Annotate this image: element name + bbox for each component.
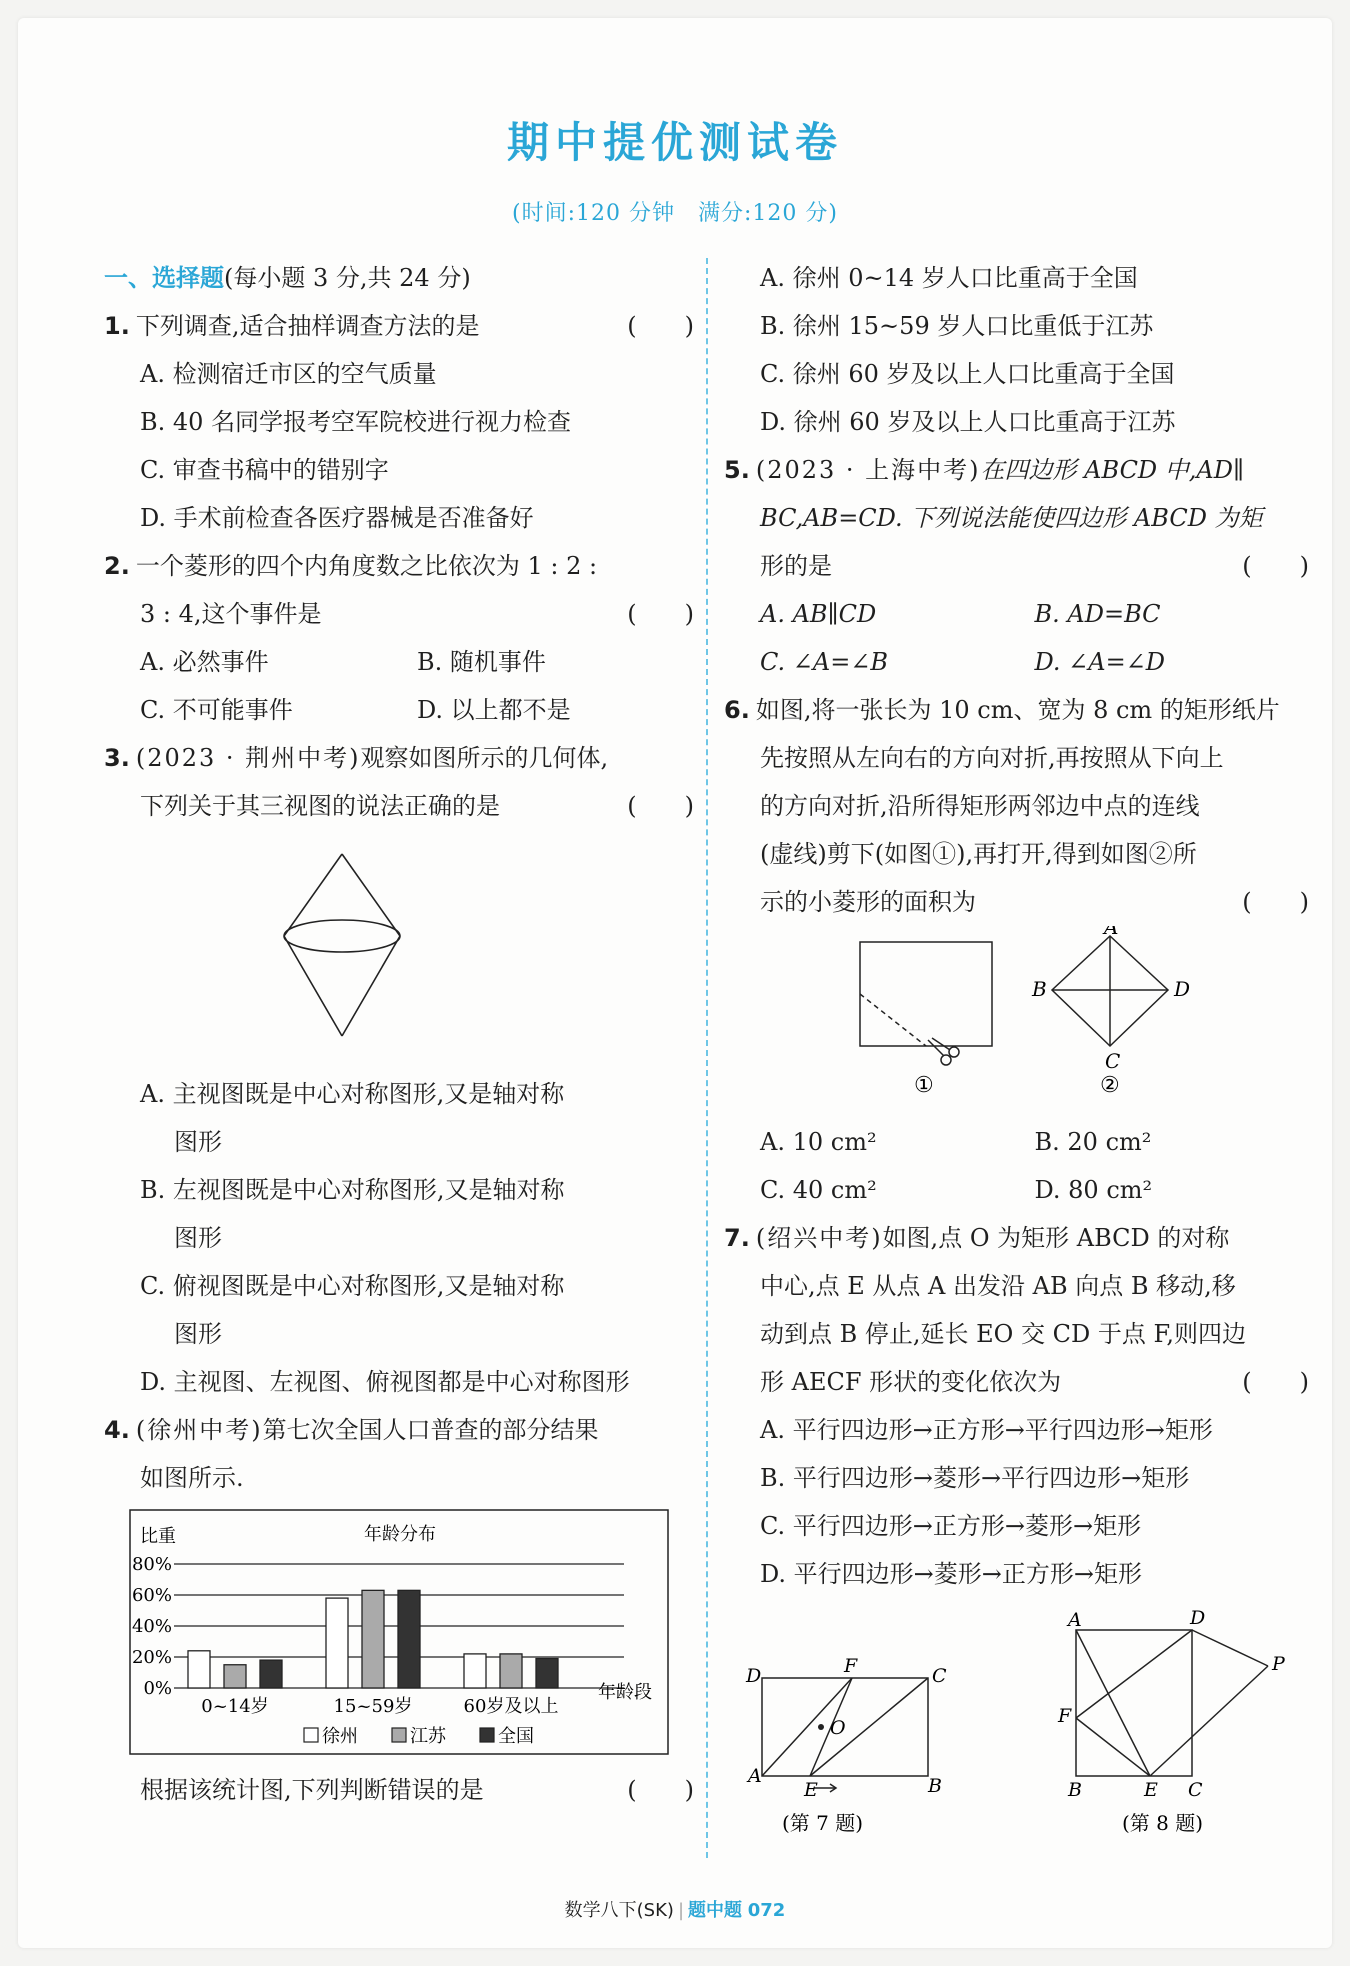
question-stem: 形的是 [760,552,832,580]
question-number: 4. [104,1416,130,1444]
point-label: D [1174,977,1191,1001]
bar [500,1654,522,1688]
question-4 [104,1406,694,1454]
answer-bracket: ( ) [627,600,694,628]
question-stem-line [724,542,1309,590]
figure-caption: (第 8 题) [1122,1811,1204,1835]
option-c: C. 不可能事件 [140,696,293,724]
question-stem-line: BC,AB=CD. 下列说法能使四边形 ABCD 为矩 [760,504,1263,532]
geometry-figures [724,1598,1309,1838]
option-b: B. 徐州 15~59 岁人口比重低于江苏 [760,312,1154,340]
legend-label: 徐州 [322,1726,358,1747]
page-title: 期中提优测试卷 [506,118,843,167]
option-c: C. 徐州 60 岁及以上人口比重高于全国 [760,360,1175,388]
option-c: C. 俯视图既是中心对称图形,又是轴对称 [140,1272,565,1300]
option-b: B. 随机事件 [417,648,546,676]
bar [362,1590,384,1688]
option-row [104,638,694,686]
option-d: D. 平行四边形→菱形→正方形→矩形 [760,1560,1142,1588]
point-label: O [830,1717,846,1739]
question-7 [724,1214,1309,1262]
question-stem-line: 的方向对折,沿所得矩形两邻边中点的连线 [760,792,1200,820]
question-stem: 下列调查,适合抽样调查方法的是 [135,312,480,340]
exam-page [18,18,1332,1948]
question-number: 3. [104,744,130,772]
point-label: E [1144,1779,1158,1801]
scissors-icon [928,1038,959,1065]
point-label: A [748,1765,762,1787]
cut-line [860,994,926,1046]
right-column [724,254,1309,1838]
option-a: A. AB∥CD [760,600,877,628]
legend-label: 全国 [498,1726,534,1747]
answer-bracket: ( ) [1242,1368,1309,1396]
question-number: 6. [724,696,750,724]
answer-bracket: ( ) [627,312,694,340]
point-label: B [1068,1779,1082,1801]
x-tick-label: 0~14岁 [201,1696,269,1717]
question-source: (绍兴中考) [755,1224,883,1252]
question-4-tail [104,1766,694,1814]
question-stem-line: 动到点 B 停止,延长 EO 交 CD 于点 F,则四边 [760,1320,1247,1348]
y-tick-label: 60% [131,1585,172,1606]
point-label: C [1188,1779,1203,1801]
paper-cut-figure [724,926,1309,1118]
option-c: C. 审查书稿中的错别字 [140,456,389,484]
question-source: (徐州中考) [135,1416,263,1444]
column-divider [706,258,708,1858]
point-label: P [1272,1653,1285,1675]
option-c-continued: 图形 [174,1320,222,1348]
point-label: D [746,1665,762,1687]
point-label: D [1190,1607,1206,1629]
option-c: C. ∠A=∠B [760,648,889,676]
point-label: C [1105,1049,1121,1073]
option-b: B. AD=BC [1034,600,1161,628]
bar [536,1659,558,1688]
option-d: D. 徐州 60 岁及以上人口比重高于江苏 [760,408,1176,436]
answer-bracket: ( ) [627,792,694,820]
page-number: 072 [747,1900,786,1921]
y-tick-label: 0% [143,1678,172,1699]
figure-number: ① [914,1073,934,1098]
option-a-continued: 图形 [174,1128,222,1156]
bar [224,1665,246,1688]
x-tick-label: 60岁及以上 [463,1696,559,1717]
legend-swatch [480,1728,494,1742]
legend-swatch [304,1728,318,1742]
option-c: C. 40 cm² [760,1176,877,1204]
bar [188,1651,210,1688]
question-5 [724,446,1309,494]
q8-figure [1076,1630,1268,1776]
figure-caption: (第 7 题) [782,1811,864,1835]
option-d: D. 80 cm² [1034,1176,1153,1204]
question-3 [104,734,694,782]
age-distribution-chart [104,1502,694,1766]
center-point [818,1724,824,1730]
option-row [104,686,694,734]
option-d: D. 主视图、左视图、俯视图都是中心对称图形 [140,1368,630,1396]
option-b: B. 20 cm² [1034,1128,1152,1156]
point-label: A [1104,926,1119,939]
question-stem: 在四边形 ABCD 中,AD∥ [980,456,1245,484]
option-a: A. 平行四边形→正方形→平行四边形→矩形 [760,1416,1213,1444]
point-label: E [804,1779,818,1801]
question-stem-line: 中心,点 E 从点 A 出发沿 AB 向点 B 移动,移 [760,1272,1236,1300]
option-a: A. 徐州 0~14 岁人口比重高于全国 [760,264,1138,292]
question-stem: 如图,将一张长为 10 cm、宽为 8 cm 的矩形纸片 [755,696,1280,724]
question-stem-line [104,590,694,638]
option-b: B. 平行四边形→菱形→平行四边形→矩形 [760,1464,1190,1492]
section-name: 一、选择题 [104,264,224,292]
x-axis-label: 年龄段 [598,1682,652,1703]
point-label: F [1058,1705,1072,1727]
bar [464,1654,486,1688]
question-stem: 如图,点 O 为矩形 ABCD 的对称 [882,1224,1230,1252]
option-d: D. 手术前检查各医疗器械是否准备好 [140,504,534,532]
chart-title: 年龄分布 [364,1524,436,1545]
option-b-continued: 图形 [174,1224,222,1252]
question-stem: 第七次全国人口普查的部分结果 [262,1416,599,1444]
bar-chart [104,1502,694,1766]
answer-bracket: ( ) [627,1776,694,1804]
question-source: (2023 · 荆州中考) [135,744,361,772]
option-a: A. 必然事件 [140,648,269,676]
question-stem-line: (虚线)剪下(如图①),再打开,得到如图②所 [760,840,1197,868]
question-stem-line: 先按照从左向右的方向对折,再按照从下向上 [760,744,1224,772]
y-tick-label: 20% [131,1647,172,1668]
question-number: 5. [724,456,750,484]
option-row [724,1118,1309,1166]
option-b: B. 左视图既是中心对称图形,又是轴对称 [140,1176,565,1204]
footer-separator: | [677,1900,685,1921]
question-6 [724,686,1309,734]
figure-number: ② [1100,1073,1120,1098]
answer-bracket: ( ) [1242,888,1309,916]
point-label: B [1032,977,1047,1001]
question-source: (2023 · 上海中考) [755,456,981,484]
question-stem-line [104,782,694,830]
section-heading [104,254,694,302]
question-2 [104,542,694,590]
question-number: 1. [104,312,130,340]
question-stem: 形 AECF 形状的变化依次为 [760,1368,1062,1396]
option-b: B. 40 名同学报考空军院校进行视力检查 [140,408,572,436]
legend-swatch [392,1728,406,1742]
option-d: D. ∠A=∠D [1034,648,1166,676]
question-number: 2. [104,552,130,580]
question-number: 7. [724,1224,750,1252]
section-note: (每小题 3 分,共 24 分) [224,264,471,292]
question-1 [104,302,694,350]
question-stem: 示的小菱形的面积为 [760,888,976,916]
y-axis-label: 比重 [140,1526,176,1547]
question-stem: 下列关于其三视图的说法正确的是 [140,792,500,820]
y-tick-label: 40% [131,1616,172,1637]
bar [398,1590,420,1688]
option-row [724,590,1309,638]
exam-info: (时间:120 分钟 满分:120 分) [512,201,838,226]
series-tag: 题中题 [688,1900,743,1921]
left-column [104,254,694,1814]
question-stem: 观察如图所示的几何体, [360,744,609,772]
bar [260,1660,282,1688]
question-stem-line: 如图所示. [140,1464,244,1492]
option-a: A. 检测宿迁市区的空气质量 [140,360,437,388]
page-footer [18,1896,1332,1922]
option-d: D. 以上都不是 [417,696,571,724]
point-label: B [928,1775,942,1797]
answer-bracket: ( ) [1242,552,1309,580]
folded-rectangle [860,942,992,1046]
option-c: C. 平行四边形→正方形→菱形→矩形 [760,1512,1142,1540]
x-tick-label: 15~59岁 [333,1696,413,1717]
question-stem: 3 : 4,这个事件是 [140,600,322,628]
question-stem-line [724,1358,1309,1406]
option-row [724,1166,1309,1214]
question-stem: 根据该统计图,下列判断错误的是 [140,1776,484,1804]
point-label: F [844,1655,858,1677]
bar [326,1598,348,1688]
option-row [724,638,1309,686]
point-label: C [932,1665,947,1687]
y-tick-label: 80% [131,1554,172,1575]
legend-label: 江苏 [410,1726,446,1747]
book-name: 数学八下(SK) [564,1900,674,1921]
option-a: A. 10 cm² [760,1128,877,1156]
question-stem: 一个菱形的四个内角度数之比依次为 1 : 2 : [135,552,598,580]
double-cone-figure [104,830,694,1070]
point-label: A [1068,1609,1082,1631]
question-stem-line [724,878,1309,926]
option-a: A. 主视图既是中心对称图形,又是轴对称 [140,1080,565,1108]
